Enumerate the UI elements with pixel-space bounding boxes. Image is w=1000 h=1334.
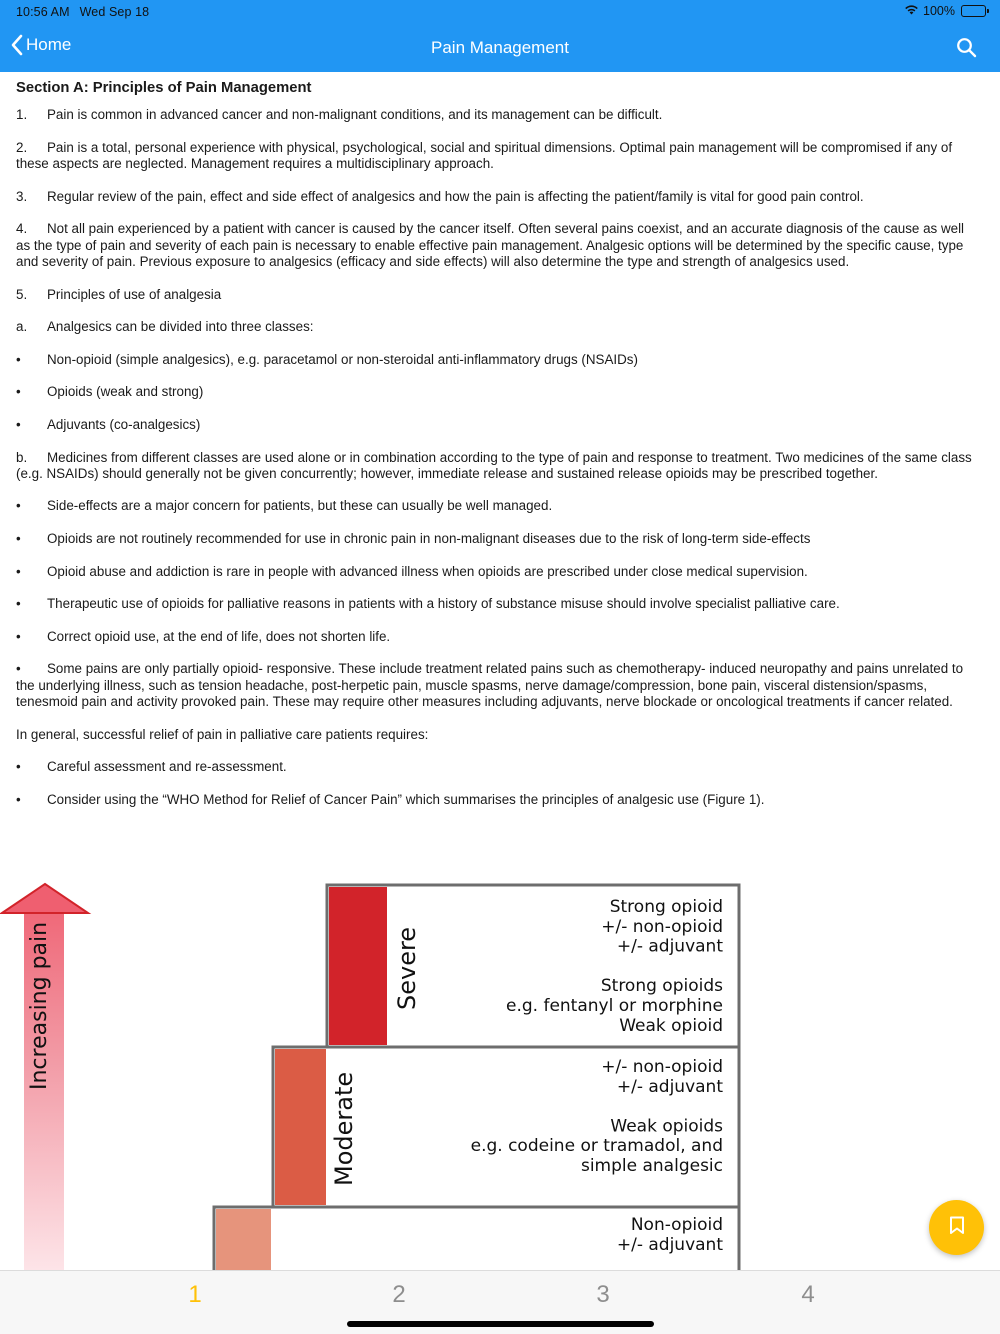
list-marker: • bbox=[16, 596, 21, 612]
list-marker: 4. bbox=[16, 221, 28, 237]
paragraph bbox=[16, 319, 978, 335]
step-text-line: Weak opioid bbox=[619, 1015, 723, 1036]
list-marker: • bbox=[16, 759, 21, 775]
bullet-item bbox=[16, 596, 978, 612]
increasing-pain-arrow bbox=[2, 884, 88, 1270]
list-marker: • bbox=[16, 563, 21, 579]
step-color-bar bbox=[329, 887, 387, 1045]
paragraph bbox=[16, 107, 978, 123]
status-bar-time bbox=[16, 5, 159, 19]
step-text-line: e.g. fentanyl or morphine bbox=[506, 996, 723, 1016]
paragraph-text: Pain is common in advanced cancer and non-malignant conditions, and its management can be difficult. bbox=[47, 107, 663, 123]
step-text-line: +/- adjuvant bbox=[616, 1076, 723, 1097]
arrow-label: Increasing pain bbox=[27, 921, 52, 1090]
step-text-line: Strong opioid bbox=[609, 897, 723, 917]
step-text-line: +/- adjuvant bbox=[616, 936, 723, 957]
paragraph-text: Principles of use of analgesia bbox=[47, 286, 222, 302]
bullet-item bbox=[16, 417, 978, 433]
page-title: Pain Management bbox=[431, 38, 569, 57]
bullet-item bbox=[16, 564, 978, 580]
status-date: Wed Sep 18 bbox=[79, 5, 150, 19]
step-text-line: Weak opioids bbox=[610, 1116, 723, 1137]
paragraph-text: Not all pain experienced by a patient with cancer is caused by the cancer itself. Often several pains coexist, and an accurate diagnosis of the cause as well as the type of pain and severity of each pain is necessary to enable effective pain management. Analgesic options will be determined by the specific cause, type and severity of pain. Previous exposure to analgesics (efficacy and side effects) will also determine the type and strength of analgesics used. bbox=[16, 221, 965, 269]
paragraph-text: Therapeutic use of opioids for palliative reasons in patients with a history of substance misuse should involve specialist palliative care. bbox=[47, 596, 840, 612]
back-label: Home bbox=[26, 35, 72, 54]
arrow-head bbox=[2, 884, 88, 913]
page-tab-4[interactable]: 4 bbox=[801, 1281, 815, 1308]
list-marker: • bbox=[16, 531, 21, 547]
status-time: 10:56 AM bbox=[16, 5, 70, 19]
paragraph bbox=[16, 727, 978, 743]
list-marker: a. bbox=[16, 319, 28, 335]
paragraph-text: Pain is a total, personal experience with physical, psychological, social and spiritual dimensions. Optimal pain management will be compromised if any of these aspects are neglected. Management requires a multidisciplinary approach. bbox=[16, 139, 953, 172]
paragraph bbox=[16, 287, 978, 303]
page-tab-bar bbox=[0, 1270, 1000, 1334]
status-bar-right bbox=[904, 4, 986, 18]
ladder-step-moderate bbox=[273, 1047, 739, 1207]
paragraph-text: Non-opioid (simple analgesics), e.g. paracetamol or non-steroidal anti-inflammatory drugs (NSAIDs) bbox=[47, 351, 638, 367]
bullet-item bbox=[16, 629, 978, 645]
step-text-line: Non-opioid bbox=[630, 1215, 723, 1235]
paragraph bbox=[16, 450, 978, 483]
list-marker: 1. bbox=[16, 107, 28, 123]
paragraph-text: Adjuvants (co-analgesics) bbox=[47, 416, 201, 432]
step-text-line: Strong opioids bbox=[600, 976, 723, 997]
page-tab-3[interactable]: 3 bbox=[596, 1281, 610, 1308]
paragraph-text: Side-effects are a major concern for patients, but these can usually be well managed. bbox=[47, 498, 553, 514]
paragraph-text: Analgesics can be divided into three classes: bbox=[47, 319, 314, 335]
step-text-line: e.g. codeine or tramadol, and bbox=[470, 1136, 723, 1157]
step-text-line: +/- non-opioid bbox=[601, 1057, 723, 1077]
list-marker: 2. bbox=[16, 139, 28, 155]
page-tab-2[interactable]: 2 bbox=[392, 1281, 406, 1308]
paragraph bbox=[16, 221, 978, 270]
step-level-label: Severe bbox=[393, 926, 421, 1010]
list-marker: 3. bbox=[16, 188, 28, 204]
list-marker: • bbox=[16, 351, 21, 367]
ladder-svg bbox=[0, 878, 1000, 1270]
bullet-item bbox=[16, 352, 978, 368]
bullet-item bbox=[16, 661, 978, 710]
list-marker: • bbox=[16, 628, 21, 644]
battery-icon bbox=[961, 5, 986, 17]
section-title: Section A: Principles of Pain Management bbox=[16, 80, 312, 96]
bullet-item bbox=[16, 759, 978, 775]
bullet-item bbox=[16, 792, 978, 808]
article-content bbox=[16, 80, 978, 824]
list-marker: • bbox=[16, 498, 21, 514]
top-bar bbox=[0, 0, 1000, 72]
step-text-line: +/- adjuvant bbox=[616, 1234, 723, 1255]
paragraph-text: Correct opioid use, at the end of life, does not shorten life. bbox=[47, 628, 391, 644]
home-indicator[interactable] bbox=[347, 1321, 654, 1327]
paragraph bbox=[16, 140, 978, 173]
list-marker: 5. bbox=[16, 286, 28, 302]
back-button[interactable] bbox=[10, 34, 71, 56]
paragraph-text: Consider using the “WHO Method for Relief of Cancer Pain” which summarises the principles of analgesic use (Figure 1). bbox=[47, 791, 765, 807]
chevron-left-icon bbox=[10, 34, 24, 56]
search-button[interactable] bbox=[956, 37, 978, 59]
paragraph-text: Careful assessment and re-assessment. bbox=[47, 759, 287, 775]
list-marker: b. bbox=[16, 449, 28, 465]
list-marker: • bbox=[16, 384, 21, 400]
paragraph-text: Opioid abuse and addiction is rare in people with advanced illness when opioids are prescribed under close medical supervision. bbox=[47, 563, 808, 579]
ladder-step-severe bbox=[327, 885, 739, 1047]
search-icon bbox=[956, 46, 978, 63]
bullet-item bbox=[16, 498, 978, 514]
paragraph-text: Opioids are not routinely recommended for use in chronic pain in non-malignant diseases due to the risk of long-term side-effects bbox=[47, 531, 811, 547]
paragraph-text: In general, successful relief of pain in palliative care patients requires: bbox=[16, 726, 429, 742]
who-ladder-figure bbox=[0, 878, 1000, 1270]
list-marker: • bbox=[16, 661, 21, 677]
bullet-item bbox=[16, 531, 978, 547]
step-color-bar bbox=[275, 1049, 326, 1205]
step-level-label: Moderate bbox=[330, 1071, 358, 1186]
paragraph-text: Some pains are only partially opioid- responsive. These include treatment related pains such as chemotherapy- induced neuropathy and pains unrelated to the underlying illness, such as tension headache, post-herpetic pain, muscle spasms, nerve damage/compression, bone pain, visceral distension/spasms, tenesmoid pain and activity provoked pain. These may require other measures including adjuvants, nerve blockade or oncological treatments if cancer related. bbox=[16, 661, 964, 709]
paragraph-text: Medicines from different classes are used alone or in combination according to the type of pain and response to treatment. Two medicines of the same class (e.g. NSAIDs) should generally not be given concurrently; however, immediate release and sustained release opioids may be prescribed together. bbox=[16, 449, 972, 481]
paragraph bbox=[16, 189, 978, 205]
step-text bbox=[617, 1215, 723, 1255]
paragraph-text: Opioids (weak and strong) bbox=[47, 384, 204, 400]
page-tab-1[interactable]: 1 bbox=[188, 1281, 202, 1308]
paragraph-text: Regular review of the pain, effect and side effect of analgesics and how the pain is affecting the patient/family is vital for good pain control. bbox=[47, 188, 864, 204]
wifi-icon bbox=[904, 4, 919, 18]
paragraph-list bbox=[16, 107, 978, 808]
step-text-line: +/- non-opioid bbox=[601, 916, 723, 937]
list-marker: • bbox=[16, 416, 21, 432]
bookmark-icon bbox=[949, 1216, 965, 1240]
bookmark-button[interactable] bbox=[929, 1200, 984, 1255]
bullet-item bbox=[16, 384, 978, 400]
list-marker: • bbox=[16, 791, 21, 807]
battery-percent: 100% bbox=[923, 4, 955, 18]
step-text-line: simple analgesic bbox=[580, 1156, 723, 1176]
